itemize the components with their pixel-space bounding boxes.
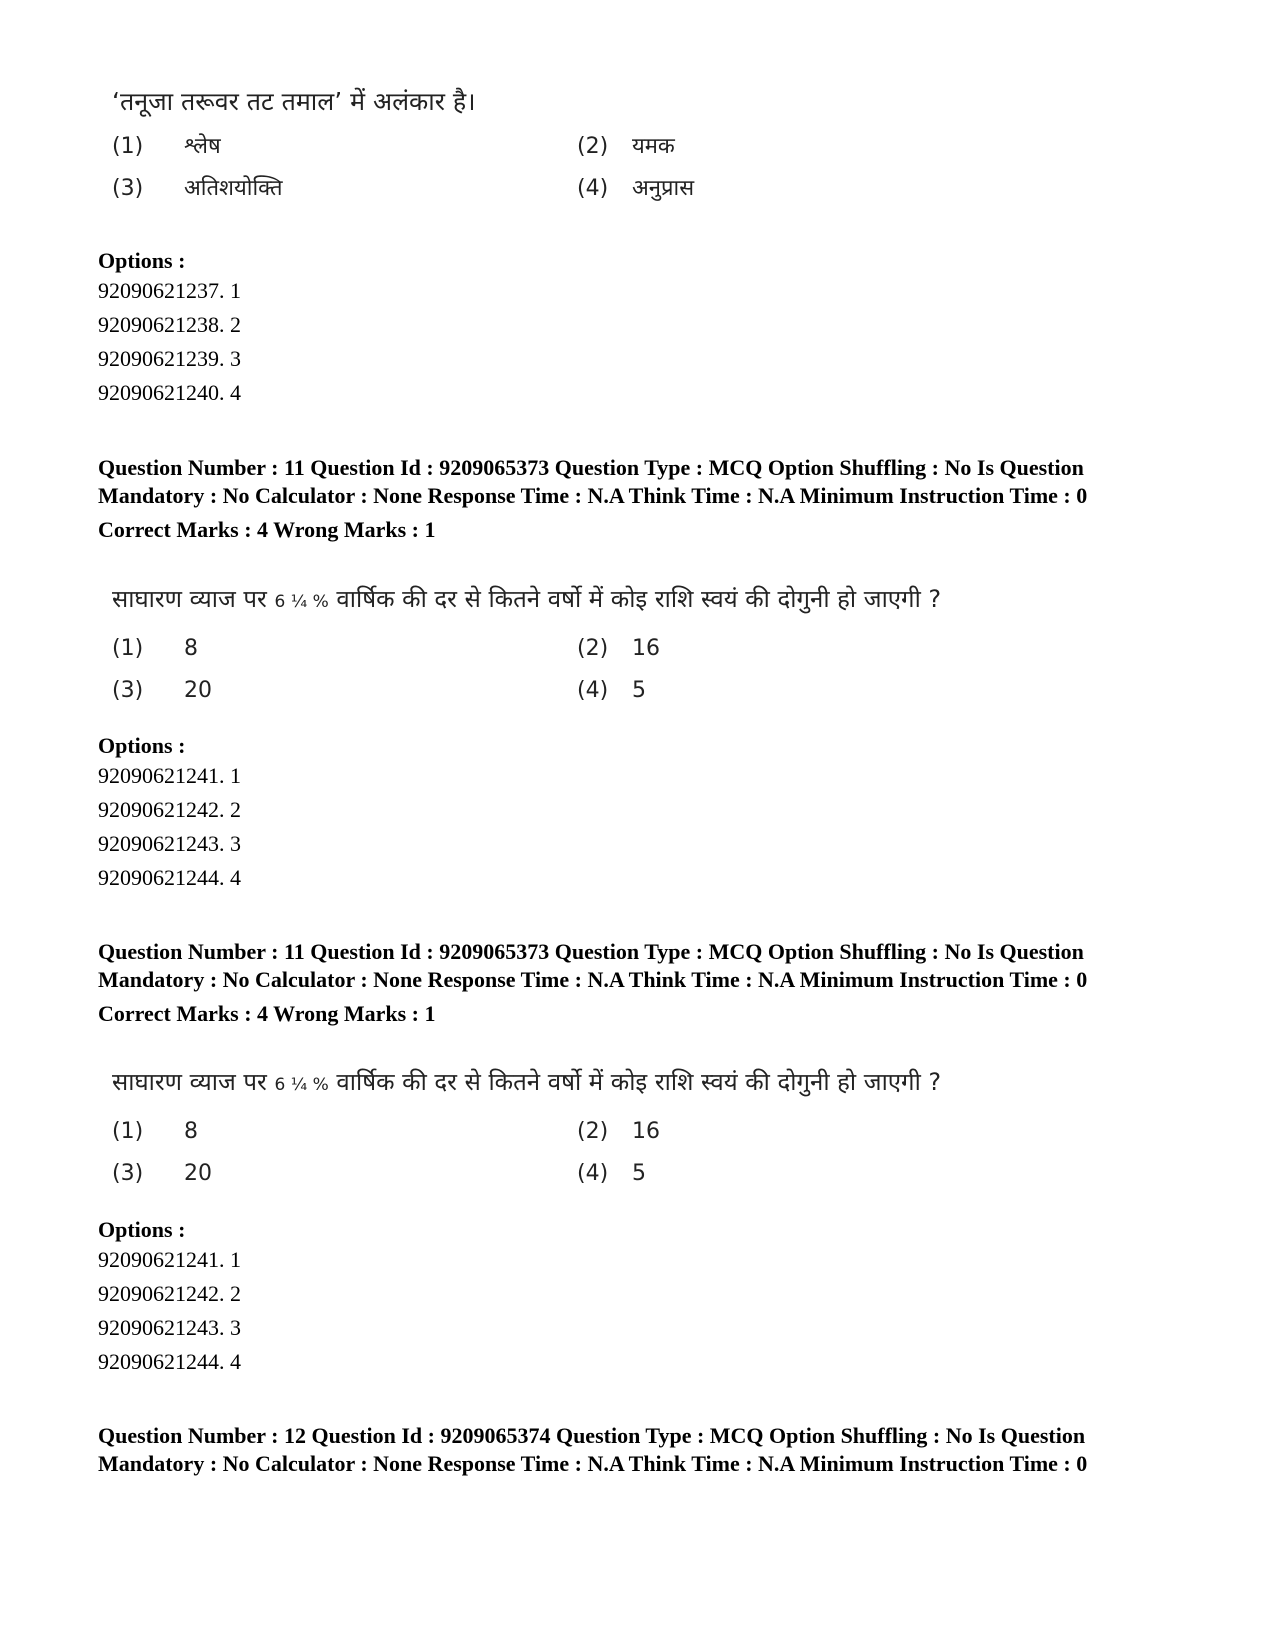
question-marks: Correct Marks : 4 Wrong Marks : 1 (98, 1001, 436, 1026)
options-block (98, 1217, 1178, 1379)
options-label: Options : (98, 248, 186, 273)
option-line: 92090621243. 3 (98, 831, 241, 856)
question-image-options (112, 1119, 1072, 1209)
option-line: 92090621244. 4 (98, 1349, 241, 1374)
question-image-options (112, 636, 1072, 726)
question-header (98, 1422, 1178, 1478)
question-image-options (112, 130, 1072, 220)
question-image (112, 1066, 1072, 1209)
option-line: 92090621241. 1 (98, 1247, 241, 1272)
option-line: 92090621242. 2 (98, 797, 241, 822)
question-marks: Correct Marks : 4 Wrong Marks : 1 (98, 517, 436, 542)
image-option-4: (4) 5 (577, 1161, 646, 1186)
question-image (112, 583, 1072, 726)
question-header (98, 938, 1178, 1028)
image-option-2: (2) 16 (577, 636, 660, 661)
image-option-4: (4) अनुप्रास (577, 176, 695, 201)
question-meta: Question Number : 11 Question Id : 9209065373 Question Type : MCQ Option Shuffling : No Is Question Mandatory : No Calculator : None Response Time : N.A Think Time : N.A Minimum Instruction Time : 0 (98, 455, 1088, 508)
option-line: 92090621237. 1 (98, 278, 241, 303)
question-image (112, 86, 1072, 220)
options-label: Options : (98, 1217, 186, 1242)
option-line: 92090621243. 3 (98, 1315, 241, 1340)
image-option-3: (3) 20 (112, 1161, 212, 1186)
image-option-2: (2) 16 (577, 1119, 660, 1144)
image-option-4: (4) 5 (577, 678, 646, 703)
option-line: 92090621241. 1 (98, 763, 241, 788)
image-option-1: (1) श्लेष (112, 134, 221, 159)
question-stem: साघारण व्याज पर 6 ¼ % वार्षिक की दर से कितने वर्षो में कोइ राशि स्वयं की दोगुनी हो जाएगी ? (112, 1068, 942, 1096)
question-header (98, 454, 1178, 544)
image-option-3: (3) 20 (112, 678, 212, 703)
image-option-1: (1) 8 (112, 1119, 198, 1144)
question-stem: साघारण व्याज पर 6 ¼ % वार्षिक की दर से कितने वर्षो में कोइ राशि स्वयं की दोगुनी हो जाएगी ? (112, 585, 942, 613)
question-meta: Question Number : 11 Question Id : 9209065373 Question Type : MCQ Option Shuffling : No Is Question Mandatory : No Calculator : None Response Time : N.A Think Time : N.A Minimum Instruction Time : 0 (98, 939, 1088, 992)
options-block (98, 733, 1178, 895)
option-line: 92090621239. 3 (98, 346, 241, 371)
option-line: 92090621242. 2 (98, 1281, 241, 1306)
option-line: 92090621240. 4 (98, 380, 241, 405)
option-line: 92090621244. 4 (98, 865, 241, 890)
image-option-3: (3) अतिशयोक्ति (112, 176, 283, 201)
image-option-1: (1) 8 (112, 636, 198, 661)
option-line: 92090621238. 2 (98, 312, 241, 337)
image-option-2: (2) यमक (577, 134, 675, 159)
question-meta: Question Number : 12 Question Id : 9209065374 Question Type : MCQ Option Shuffling : No Is Question Mandatory : No Calculator : None Response Time : N.A Think Time : N.A Minimum Instruction Time : 0 (98, 1423, 1088, 1476)
question-stem: ‘तनूजा तरूवर तट तमाल’ में अलंकार है। (112, 87, 476, 116)
options-label: Options : (98, 733, 186, 758)
options-block (98, 248, 1178, 410)
